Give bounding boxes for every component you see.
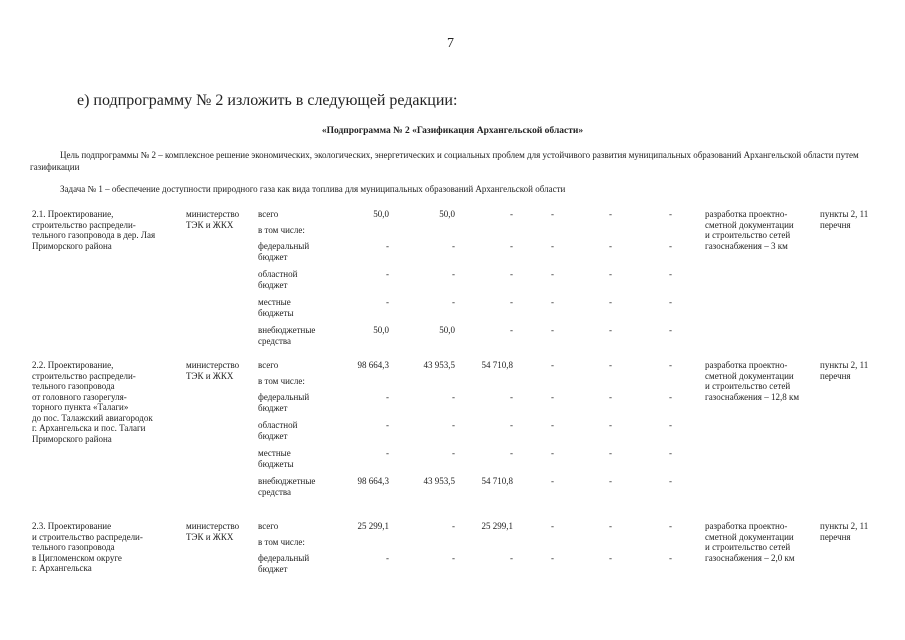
funding-source: федеральный бюджет [258,392,310,413]
funding-source: в том числе: [258,376,305,386]
funding-value: - [609,392,612,402]
expected-result: разработка проектно- сметной документации и строительство сетей газоснабжения – 12,8 км [705,360,800,402]
funding-value: - [551,553,554,563]
funding-value: - [669,325,672,335]
funding-value: - [551,392,554,402]
funding-value: 50,0 [439,209,455,219]
funding-source: всего [258,209,279,219]
expected-result: разработка проектно- сметной документации и строительство сетей газоснабжения – 3 км [705,209,794,251]
funding-source: местные бюджеты [258,297,294,318]
funding-value: 98 664,3 [357,360,389,370]
executor: министерство ТЭК и ЖКХ [186,209,240,230]
funding-value: - [510,209,513,219]
funding-value: - [452,448,455,458]
funding-value: - [386,297,389,307]
funding-value: - [510,269,513,279]
funding-source: областной бюджет [258,420,298,441]
funding-value: - [551,325,554,335]
funding-source: федеральный бюджет [258,553,310,574]
reference: пункты 2, 11 перечня [820,360,869,381]
funding-value: - [510,297,513,307]
funding-value: - [609,448,612,458]
funding-value: - [669,448,672,458]
funding-value: - [510,553,513,563]
funding-value: - [510,448,513,458]
funding-value: - [452,553,455,563]
funding-source: всего [258,521,279,531]
funding-source: областной бюджет [258,269,298,290]
funding-value: - [609,553,612,563]
funding-value: - [609,360,612,370]
funding-value: - [551,297,554,307]
subprogram-goal: Цель подпрограммы № 2 – комплексное решение экономических, экологических, энергетических и социальных проблем для устойчивого развития муниципальных образований Архангельской области путем газификации [30,150,859,172]
task-statement: Задача № 1 – обеспечение доступности природного газа как вида топлива для муниципальных образований Архангельской области [60,184,566,194]
executor: министерство ТЭК и ЖКХ [186,521,240,542]
funding-value: 98 664,3 [357,476,389,486]
funding-value: 50,0 [373,209,389,219]
funding-value: - [609,241,612,251]
funding-source: в том числе: [258,225,305,235]
funding-value: - [609,420,612,430]
funding-value: - [669,392,672,402]
funding-value: - [609,476,612,486]
funding-value: - [609,521,612,531]
funding-value: - [669,521,672,531]
funding-value: 54 710,8 [481,360,513,370]
funding-value: - [452,241,455,251]
funding-value: - [551,476,554,486]
funding-source: местные бюджеты [258,448,294,469]
funding-value: - [669,476,672,486]
funding-value: - [609,297,612,307]
funding-value: - [609,209,612,219]
funding-source: внебюджетные средства [258,476,316,497]
funding-value: - [551,521,554,531]
funding-value: - [551,209,554,219]
activity-title: 2.1. Проектирование, строительство распредели- тельного газопровода в дер. Лая Приморского района [32,209,156,251]
funding-value: 43 953,5 [423,360,455,370]
funding-value: - [386,420,389,430]
funding-value: - [669,297,672,307]
funding-source: внебюджетные средства [258,325,316,346]
reference: пункты 2, 11 перечня [820,209,869,230]
funding-value: - [386,448,389,458]
section-heading: е) подпрограмму № 2 изложить в следующей редакции: [77,92,458,109]
funding-value: - [452,392,455,402]
funding-value: 50,0 [373,325,389,335]
funding-value: - [669,209,672,219]
funding-value: - [609,325,612,335]
funding-value: - [669,360,672,370]
funding-value: - [669,553,672,563]
funding-value: - [551,241,554,251]
funding-value: - [551,420,554,430]
activity-title: 2.3. Проектирование и строительство распредели- тельного газопровода в Цигломенском округе г. Архангельска [32,521,143,573]
funding-value: - [551,269,554,279]
reference: пункты 2, 11 перечня [820,521,869,542]
funding-value: 43 953,5 [423,476,455,486]
funding-value: 54 710,8 [481,476,513,486]
funding-source: в том числе: [258,537,305,547]
funding-value: - [609,269,612,279]
funding-value: - [669,241,672,251]
funding-value: - [510,325,513,335]
funding-value: - [669,269,672,279]
funding-value: - [510,420,513,430]
funding-value: - [510,392,513,402]
funding-value: - [551,448,554,458]
subprogram-title: «Подпрограмма № 2 «Газификация Архангельской области» [321,126,584,136]
executor: министерство ТЭК и ЖКХ [186,360,240,381]
funding-value: - [452,297,455,307]
funding-value: - [669,420,672,430]
activity-title: 2.2. Проектирование, строительство распредели- тельного газопровода от головного газорегуля- торного пункта «Талаги» до пос. Талажский авиагородок г. Архангельска и пос. Талаги Приморского района [32,360,153,444]
expected-result: разработка проектно- сметной документации и строительство сетей газоснабжения – 2,0 км [705,521,795,563]
funding-value: - [452,269,455,279]
funding-value: - [510,241,513,251]
funding-value: 25 299,1 [357,521,389,531]
funding-value: - [386,392,389,402]
funding-value: - [386,269,389,279]
funding-value: 50,0 [439,325,455,335]
funding-value: - [386,553,389,563]
funding-value: - [452,420,455,430]
funding-source: федеральный бюджет [258,241,310,262]
funding-value: - [386,241,389,251]
funding-value: - [551,360,554,370]
funding-value: - [452,521,455,531]
funding-source: всего [258,360,279,370]
page-number: 7 [447,36,454,51]
funding-value: 25 299,1 [481,521,513,531]
